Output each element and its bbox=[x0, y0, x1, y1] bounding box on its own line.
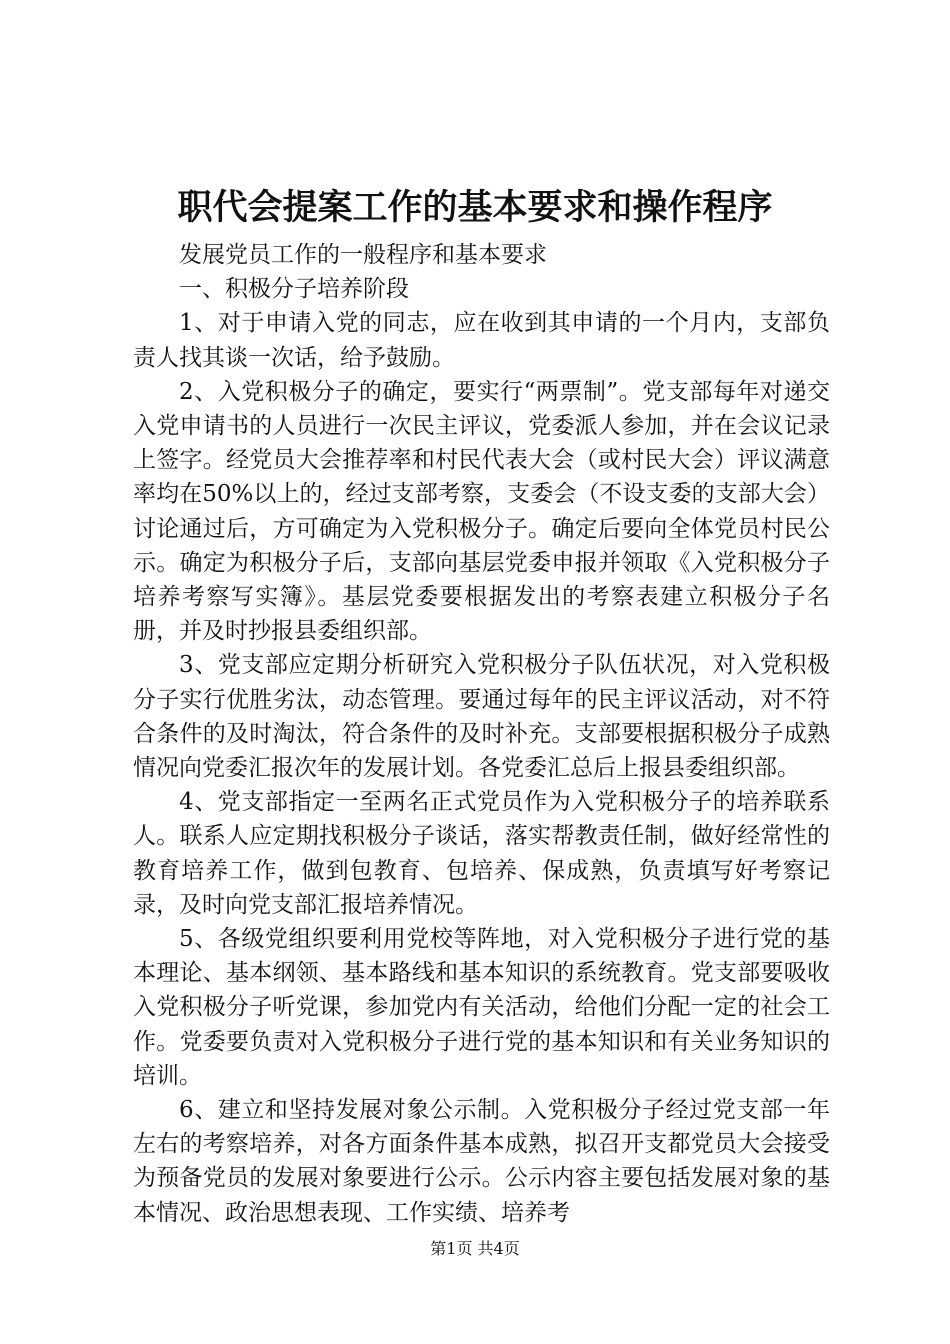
paragraph-item-6: 6、建立和坚持发展对象公示制。入党积极分子经过党支部一年左右的考察培养，对各方面条件基本成熟，拟召开支都党员大会接受为预备党员的发展对象要进行公示。公示内容主要包括发展对象的基本情况、政治思想表现、工作实绩、培养考 bbox=[133, 1097, 830, 1226]
paragraph-item-5: 5、各级党组织要利用党校等阵地，对入党积极分子进行党的基本理论、基本纲领、基本路线和基本知识的系统教育。党支部要吸收入党积极分子听党课，参加党内有关活动，给他们分配一定的社会工作。党委要负责对入党积极分子进行党的基本知识和有关业务知识的培训。 bbox=[133, 926, 830, 1089]
paragraph-item-1: 1、对于申请入党的同志，应在收到其申请的一个月内，支部负责人找其谈一次话，给予鼓励。 bbox=[133, 310, 830, 371]
document-title: 职代会提案工作的基本要求和操作程序 bbox=[177, 187, 773, 228]
page-number-footer: 第1页 共4页 bbox=[430, 1239, 520, 1258]
paragraph-item-2: 2、入党积极分子的确定，要实行“两票制”。党支部每年对递交入党申请书的人员进行一次民主评议，党委派人参加，并在会议记录上签字。经党员大会推荐率和村民代表大会（或村民大会）评议满意率均在50%以上的，经过支部考察，支委会（不设支委的支部大会）讨论通过后，方可确定为入党积极分子。确定后要向全体党员村民公示。确定为积极分子后，支部向基层党委申报并领取《入党积极分子培养考察写实簿》。基层党委要根据发出的考察表建立积极分子名册，并及时抄报县委组织部。 bbox=[133, 378, 830, 645]
document-body bbox=[133, 238, 830, 1230]
paragraph-item-4: 4、党支部指定一至两名正式党员作为入党积极分子的培养联系人。联系人应定期找积极分子谈话，落实帮教责任制，做好经常性的教育培养工作，做到包教育、包培养、保成熟，负责填写好考察记录，及时向党支部汇报培养情况。 bbox=[133, 789, 830, 918]
paragraph-subtitle: 发展党员工作的一般程序和基本要求 bbox=[179, 242, 547, 268]
paragraph-item-3: 3、党支部应定期分析研究入党积极分子队伍状况，对入党积极分子实行优胜劣汰，动态管理。要通过每年的民主评议活动，对不符合条件的及时淘汰，符合条件的及时补充。支部要根据积极分子成熟情况向党委汇报次年的发展计划。各党委汇总后上报县委组织部。 bbox=[133, 652, 830, 782]
paragraph-section-heading: 一、积极分子培养阶段 bbox=[179, 276, 409, 303]
